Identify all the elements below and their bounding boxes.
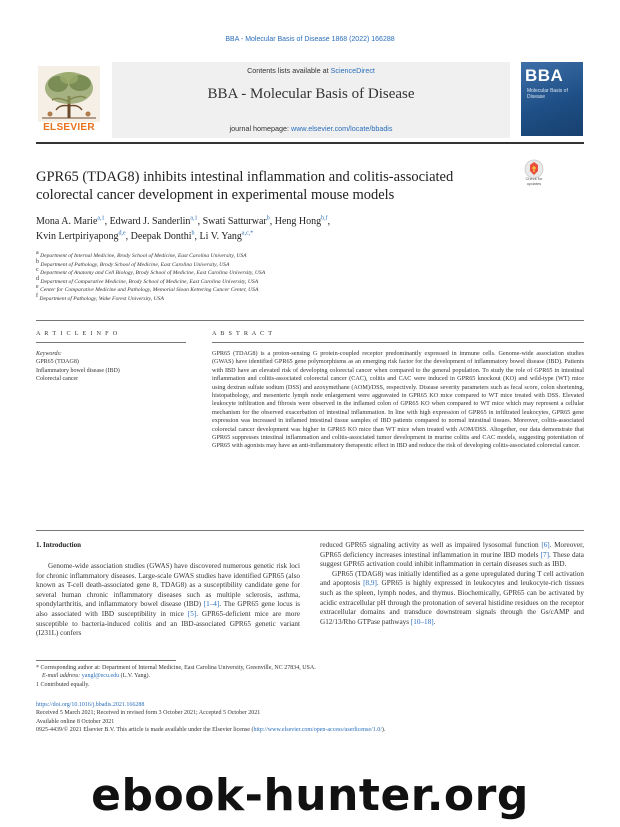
article-metadata xyxy=(36,701,584,735)
keyword-item: GPR65 (TDAG8) xyxy=(36,359,79,366)
author-name: Kvin Lertpiriyapong xyxy=(36,231,119,242)
equal-contribution-note: 1 Contributed equally. xyxy=(36,681,90,688)
journal-homepage-link[interactable]: www.elsevier.com/locate/bbadis xyxy=(291,124,393,133)
citation-link[interactable]: [8,9] xyxy=(363,579,377,588)
affiliation-mark: a xyxy=(36,250,39,257)
author-affiliation-mark[interactable]: b xyxy=(191,230,195,237)
citation-link[interactable]: [10–18] xyxy=(410,617,434,626)
intro-text: . The GPR65 gene locus is also associated with IBD susceptibility in mice xyxy=(36,600,300,618)
affiliation-item xyxy=(36,286,506,295)
footnotes xyxy=(36,664,584,689)
abstract-text: GPR65 (TDAG8) is a proton-sensing G protein-coupled receptor predominantly expressed in immune cells. Genome-wide association studies (GWAS) have identified GPR65 gene polymorphisms as an emerging risk factor for the development of inflammatory bowel disease (IBD). Patients with IBD have an elevated risk of developing colorectal cancer when compared to the general population. To study the role of GPR65 in intestinal inflammation and colitis-associated colorectal cancer (CAC), colitis and CAC were induced in GPR65 knockout (KO) and wild-type (WT) mice using dextran sulfate sodium (DSS) and azoxymethane (AOM)/DSS, respectively. Disease severity parameters such as fecal score, colon shortening, histopathology, and mesenteric lymph node enlargement were aggravated in GPR65 KO mice compared to WT mice treated with DSS. Elevated leukocyte infiltration and fibrosis were observed in the inflamed colon of GPR65 KO when compared to WT mice which may represent a cellular mechanism for the observed exacerbation of intestinal inflammation. In line with high expression of GPR65 in infiltrated leukocytes, GPR65 gene expression was increased in inflamed intestinal tissue samples of IBD patients compared to normal intestinal tissues. Moreover, colitis-associated colorectal cancer development was higher in GPR65 KO mice than WT mice when treated with AOM/DSS. Altogether, our data demonstrate that GPR65 suppresses intestinal inflammation and colitis-associated tumor development in murine colitis and CAC models, suggesting potentiation of GPR65 with agonists may have an anti-inflammatory therapeutic effect in IBD and reduce the risk of developing colitis-associated colorectal cancer. xyxy=(212,350,584,450)
available-online: Available online 8 October 2021 xyxy=(36,718,115,725)
publisher-logo-word: ELSEVIER xyxy=(43,122,95,133)
running-head[interactable]: BBA - Molecular Basis of Disease 1868 (2022) 166288 xyxy=(225,36,395,43)
header-rule xyxy=(36,142,584,144)
license-prefix: 0925-4439/© 2021 Elsevier B.V. This article is made available under the Elsevier license ( xyxy=(36,727,254,734)
citation-link[interactable]: [6] xyxy=(541,541,550,549)
abstract-label: A B S T R A C T xyxy=(212,330,274,337)
elsevier-tree-logo-icon xyxy=(38,66,100,130)
section-rule xyxy=(36,320,584,321)
affiliation-list xyxy=(36,252,506,303)
author-name: Li V. Yang xyxy=(199,231,242,242)
citation-link[interactable]: [7] xyxy=(540,550,549,559)
author-affiliation-mark[interactable]: a,1 xyxy=(97,215,105,222)
intro-text: . GPR65-deficient mice are more susceptible to bacteria-induced colitis and an IBD-associated GPR65 genetic variant (I231L) confers xyxy=(36,609,300,638)
affiliation-mark: f xyxy=(36,292,38,299)
affiliation-text: Department of Pathology, Brody School of Medicine, East Carolina University, USA xyxy=(40,261,230,268)
license-link[interactable]: http://www.elsevier.com/open-access/userlicense/1.0/ xyxy=(253,727,382,734)
affiliation-text: Department of Pathology, Wake Forest University, USA xyxy=(39,295,164,302)
intro-text: Genome-wide association studies (GWAS) have discovered numerous genetic risk loci for chronic inflammatory diseases. Large-scale GWAS studies have identified GPR65 (also known as T-cell death-associated gene 8, TDAG8) as a susceptibility candidate gene for several human chronic inflammatory diseases such as multiple sclerosis, asthma, spondylarthritis, and inflammatory bowel disease (IBD) xyxy=(36,562,300,609)
doi-link[interactable]: https://doi.org/10.1016/j.bbadis.2021.166288 xyxy=(36,702,145,708)
sciencedirect-link[interactable]: ScienceDirect xyxy=(330,66,375,75)
author-affiliation-mark[interactable]: d,e xyxy=(118,230,126,237)
contents-line xyxy=(112,66,510,75)
affiliation-mark: b xyxy=(36,258,39,265)
author-name: Mona A. Marie xyxy=(36,216,98,227)
affiliation-item xyxy=(36,269,506,278)
check-for-updates-label[interactable]: Check for updates xyxy=(525,176,543,186)
affiliation-text: Department of Comparative Medicine, Brody School of Medicine, East Carolina University, USA xyxy=(40,278,259,285)
author-affiliation-mark[interactable]: a,1 xyxy=(190,215,198,222)
affiliation-item xyxy=(36,275,506,287)
keyword-item: Inflammatory bowel disease (IBD) xyxy=(36,367,120,374)
intro-left-column xyxy=(36,562,300,639)
corresponding-author-note: * Corresponding author at: Department of Internal Medicine, East Carolina University, Greenville, NC 27834, USA. xyxy=(36,665,316,671)
cover-title: BBA xyxy=(525,66,564,85)
contents-prefix: Contents lists available at xyxy=(247,66,331,75)
intro-text: . xyxy=(433,617,436,626)
email-suffix: (L.V. Yang). xyxy=(119,673,151,680)
intro-paragraph xyxy=(320,570,584,628)
author-separator: , xyxy=(327,216,331,227)
email-label: E-mail address: xyxy=(42,673,82,680)
affiliation-mark: c xyxy=(36,267,39,274)
homepage-prefix: journal homepage: xyxy=(229,124,292,133)
author-separator: , xyxy=(194,231,200,242)
author-affiliation-mark[interactable]: b,f xyxy=(321,215,328,222)
author-name: Swati Satturwar xyxy=(202,216,267,227)
author-name: Edward J. Sanderlin xyxy=(109,216,191,227)
author-name: Deepak Donthi xyxy=(130,231,192,242)
homepage-line xyxy=(112,124,510,133)
cover-subtitle: Molecular Basis of Disease xyxy=(527,88,568,100)
author-separator: , xyxy=(269,216,275,227)
author-affiliation-mark[interactable]: a,c,* xyxy=(241,230,254,237)
intro-text: GPR65 (TDAG8) was initially identified as a gene upregulated during T cell activation and apoptosis xyxy=(320,569,584,588)
author-separator: , xyxy=(104,216,110,227)
watermark-text: ebook-hunter.org xyxy=(91,770,529,821)
keyword-item: Colorectal cancer xyxy=(36,376,79,383)
author-affiliation-mark[interactable]: b xyxy=(266,215,270,222)
affiliation-item xyxy=(36,258,506,270)
affiliation-mark: d xyxy=(36,275,39,282)
introduction-heading: 1. Introduction xyxy=(36,541,81,549)
intro-text: . These data suggest GPR65 activation could inhibit inflammation in certain diseases such as IBD. xyxy=(320,550,584,569)
author-separator: , xyxy=(125,231,131,242)
article-title-line-1: GPR65 (TDAG8) inhibits intestinal inflammation and colitis-associated xyxy=(36,169,454,185)
affiliation-text: Department of Anatomy and Cell Biology, Brody School of Medicine, East Carolina University, USA xyxy=(40,270,266,276)
author-list xyxy=(36,214,506,244)
license-line xyxy=(36,726,584,734)
intro-right-column xyxy=(320,541,584,627)
email-link[interactable]: yangl@ecu.edu xyxy=(81,673,120,680)
affiliation-mark: e xyxy=(36,284,39,291)
keywords-block xyxy=(36,350,186,384)
article-info-label: A R T I C L E I N F O xyxy=(36,330,119,337)
abstract-end-rule xyxy=(36,530,584,531)
affiliation-text: Center for Comparative Medicine and Pathology, Memorial Sloan Kettering Cancer Center, USA xyxy=(40,287,259,293)
license-suffix: ). xyxy=(381,727,386,734)
footnote-rule xyxy=(36,660,176,661)
citation-link[interactable]: [1–4] xyxy=(203,600,220,609)
intro-text: . GPR65 is highly expressed in leukocytes and leukocyte-rich tissues such as the spleen, lymph nodes, and thymus. Biochemically, GPR65 can be activated by acidic extracellular pH through the protonation of several histidine residues on the receptor extracellular domains and transduce downstream signals through the Gs/cAMP and G12/13/Rho GTPase pathways xyxy=(320,579,584,626)
citation-link[interactable]: [5] xyxy=(187,609,197,618)
article-info-rule xyxy=(36,342,186,343)
abstract-rule xyxy=(212,342,584,343)
journal-title: BBA - Molecular Basis of Disease xyxy=(207,86,415,102)
author-name: Heng Hong xyxy=(274,216,322,227)
email-line xyxy=(36,672,584,680)
intro-paragraph xyxy=(320,541,584,570)
intro-paragraph xyxy=(36,562,300,639)
keywords-label: Keywords: xyxy=(36,351,62,357)
intro-text: reduced GPR65 signaling activity as well as impaired lysosomal function xyxy=(320,541,542,549)
affiliation-item xyxy=(36,252,506,261)
affiliation-text: Department of Internal Medicine, Brody School of Medicine, East Carolina University, USA xyxy=(40,253,247,259)
article-title-line-2: colorectal cancer development in experimental mouse models xyxy=(36,187,395,203)
article-title xyxy=(36,168,506,204)
received-dates: Received 5 March 2021; Received in revised form 3 October 2021; Accepted 5 October 2021 xyxy=(36,710,261,717)
intro-text: . Moreover, GPR65 deficiency increases intestinal inflammation in murine IBD models xyxy=(320,541,584,559)
affiliation-item xyxy=(36,292,506,304)
author-separator: , xyxy=(197,216,203,227)
